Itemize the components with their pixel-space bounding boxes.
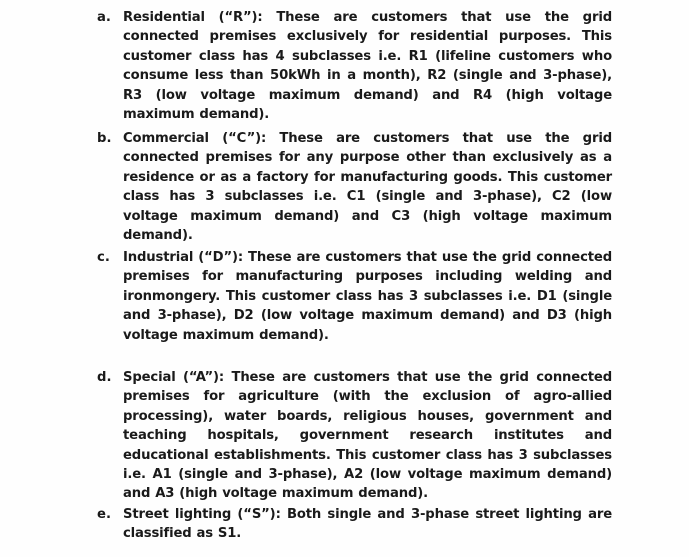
list-marker: c. bbox=[97, 250, 110, 265]
list-marker: e. bbox=[97, 507, 111, 522]
list-marker: d. bbox=[97, 370, 112, 385]
list-item-text: Special (“A”): These are customers that use the grid connected premises for agriculture (with the exclusion of agro-allied processing), water boards, religious houses, government and teaching hospitals, government research institutes and educational establishments. This customer class has 3 subclasses i.e. A1 (single and 3-phase), A2 (low voltage maximum demand) and A3 (high voltage maximum demand). bbox=[123, 370, 612, 502]
list-item-text: Street lighting (“S”): Both single and 3-phase street lighting are classified as S1. bbox=[123, 507, 612, 542]
list-marker: b. bbox=[97, 131, 112, 146]
list-item-text: Residential (“R”): These are customers that use the grid connected premises exclusively for residential purposes. This customer class has 4 subclasses i.e. R1 (lifeline customers who consume less than 50kWh in a month), R2 (single and 3-phase), R3 (low voltage maximum demand) and R4 (high voltage maximum demand). bbox=[123, 10, 612, 123]
list-marker: a. bbox=[97, 10, 111, 25]
list-item-text: Commercial (“C”): These are customers that use the grid connected premises for any purpose other than exclusively as a residence or as a factory for manufacturing goods. This customer class has 3 subclasses i.e. C1 (single and 3-phase), C2 (low voltage maximum demand) and C3 (high voltage maximum demand). bbox=[123, 131, 612, 244]
list-item-text: Industrial (“D”): These are customers that use the grid connected premises for manufacturing purposes including welding and ironmongery. This customer class has 3 subclasses i.e. D1 (single and 3-phase), D2 (low voltage maximum demand) and D3 (high voltage maximum demand). bbox=[123, 250, 612, 343]
